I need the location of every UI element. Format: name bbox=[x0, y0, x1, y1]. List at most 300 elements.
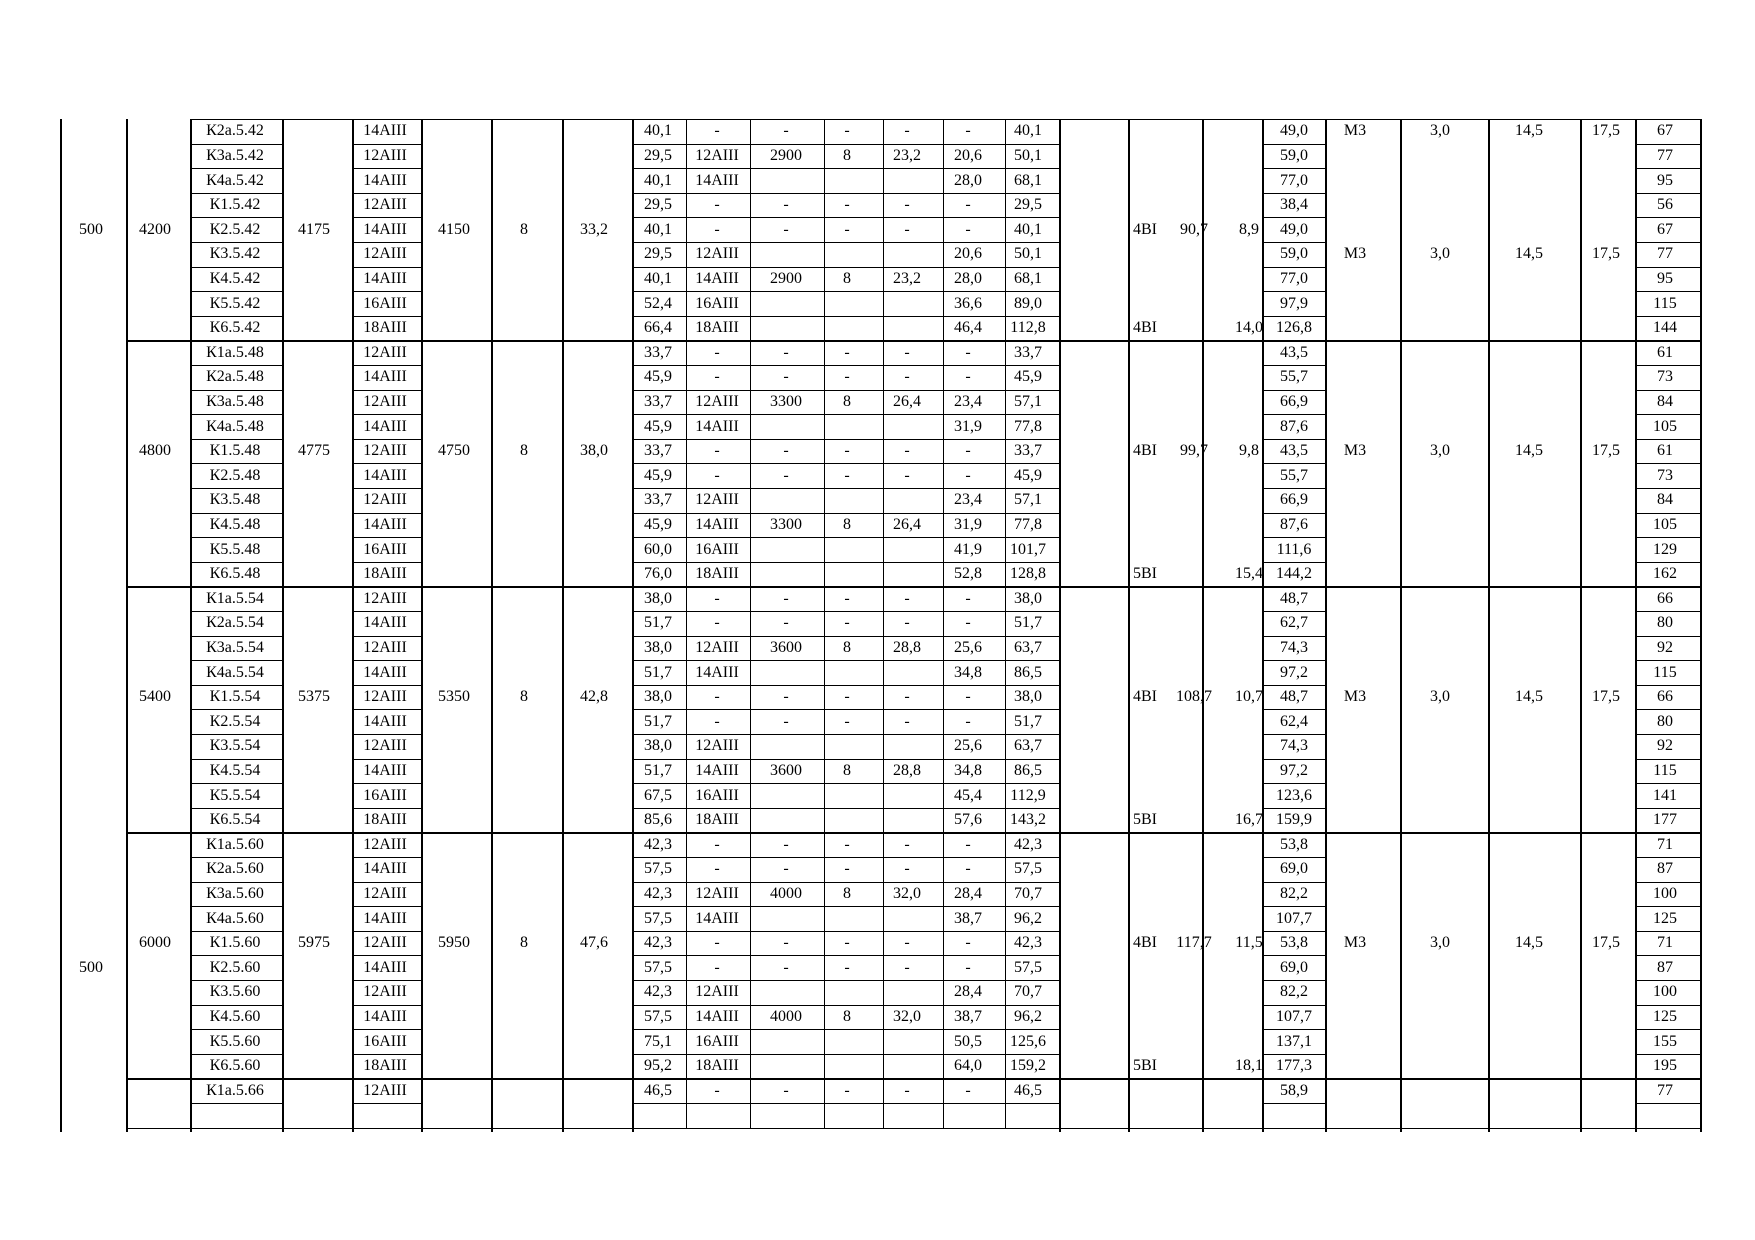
row-mass3: - bbox=[965, 835, 971, 853]
row-mass3: 28,0 bbox=[954, 269, 982, 287]
row-steel-total: 112,9 bbox=[1010, 786, 1046, 804]
row-steel-total: 57,1 bbox=[1014, 392, 1042, 410]
row-rule-mass bbox=[1635, 390, 1700, 391]
row-mass: 115 bbox=[1653, 294, 1677, 312]
group-mesh-last-3: 5ВI bbox=[1133, 1057, 1157, 1075]
group-length-0: 4200 bbox=[139, 220, 171, 238]
column-rule-11 bbox=[1202, 119, 1204, 1132]
row-rule-total bbox=[1262, 463, 1325, 464]
row-rule-mark bbox=[190, 660, 282, 661]
row-dash-l3: - bbox=[783, 614, 789, 632]
row-mass3: 23,4 bbox=[954, 392, 982, 410]
group-l3-2: 3600 bbox=[770, 761, 802, 779]
row-total: 177,3 bbox=[1276, 1057, 1312, 1075]
group-l1-0: 4175 bbox=[298, 220, 330, 238]
row-rule-data bbox=[632, 488, 1059, 489]
row-rule-steel bbox=[352, 537, 421, 538]
row-rule-steel bbox=[352, 808, 421, 809]
row-rule-total bbox=[1262, 611, 1325, 612]
row-rule-data bbox=[632, 783, 1059, 784]
row-dash-n2: - bbox=[844, 958, 850, 976]
row-mark: К3.5.42 bbox=[209, 245, 261, 263]
row-rule-mass bbox=[1635, 316, 1700, 317]
row-mark: К1а.5.66 bbox=[206, 1081, 264, 1099]
row-mark: К2а.5.60 bbox=[206, 860, 264, 878]
row-mass3: - bbox=[965, 589, 971, 607]
row-bar1: 12АIII bbox=[363, 491, 407, 509]
row-rule-mass bbox=[1635, 1005, 1700, 1006]
row-steel-total: 45,9 bbox=[1014, 466, 1042, 484]
row-steel-total: 50,1 bbox=[1014, 146, 1042, 164]
row-dash-n2: - bbox=[844, 1081, 850, 1099]
row-bar1: 14АIII bbox=[363, 417, 407, 435]
row-rule-mark bbox=[190, 316, 282, 317]
row-steel-total: 96,2 bbox=[1014, 909, 1042, 927]
row-bar1: 12АIII bbox=[363, 884, 407, 902]
row-rule-mark bbox=[190, 340, 282, 341]
row-mark: К1.5.60 bbox=[209, 934, 261, 952]
row-dash-n2: - bbox=[844, 466, 850, 484]
row-mark: К1а.5.48 bbox=[206, 343, 264, 361]
row-dash-l3: - bbox=[783, 122, 789, 140]
row-rule-total bbox=[1262, 1103, 1325, 1104]
row-rule-mass bbox=[1635, 906, 1700, 907]
row-mass: 125 bbox=[1653, 909, 1677, 927]
row-rule-steel bbox=[352, 316, 421, 317]
group-l3-a-1: 3300 bbox=[770, 392, 802, 410]
row-bar2: - bbox=[714, 614, 720, 632]
row-rule-total bbox=[1262, 1078, 1325, 1079]
row-total: 49,0 bbox=[1280, 220, 1308, 238]
row-dash-mass2: - bbox=[904, 1081, 910, 1099]
row-total: 107,7 bbox=[1276, 1007, 1312, 1025]
row-mark: К3.5.48 bbox=[209, 491, 261, 509]
row-mark: К3а.5.48 bbox=[206, 392, 264, 410]
row-total: 77,0 bbox=[1280, 171, 1308, 189]
row-bar1: 14АIII bbox=[363, 466, 407, 484]
row-bar1: 12АIII bbox=[363, 442, 407, 460]
row-bar2: 18АIII bbox=[695, 811, 739, 829]
row-total: 66,9 bbox=[1280, 392, 1308, 410]
row-bar1: 18АIII bbox=[363, 811, 407, 829]
row-steel-total: 128,8 bbox=[1010, 565, 1046, 583]
row-mass1: 66,4 bbox=[644, 319, 672, 337]
row-dash-mass2: - bbox=[904, 934, 910, 952]
row-rule-mass bbox=[1635, 586, 1700, 587]
row-mass3: 28,0 bbox=[954, 171, 982, 189]
row-rule-data bbox=[632, 193, 1059, 194]
group-concrete-3: М3 bbox=[1343, 934, 1367, 952]
row-rule-mass bbox=[1635, 1029, 1700, 1030]
row-mass: 73 bbox=[1657, 368, 1673, 386]
row-rule-mass bbox=[1635, 882, 1700, 883]
row-total: 49,0 bbox=[1280, 122, 1308, 140]
row-mark: К3.5.60 bbox=[209, 983, 261, 1001]
group-n2-2: 8 bbox=[843, 761, 851, 779]
row-mass3: - bbox=[965, 466, 971, 484]
row-mass1: 33,7 bbox=[644, 343, 672, 361]
row-rule-data bbox=[632, 1128, 1059, 1129]
row-bar1: 18АIII bbox=[363, 319, 407, 337]
column-rule-18 bbox=[1700, 119, 1702, 1132]
row-mass: 71 bbox=[1657, 934, 1673, 952]
group-mesh-last-2: 5ВI bbox=[1133, 811, 1157, 829]
row-steel-total: 45,9 bbox=[1014, 368, 1042, 386]
row-rule-mark bbox=[190, 906, 282, 907]
row-rule-mark bbox=[190, 783, 282, 784]
row-mass3: 20,6 bbox=[954, 146, 982, 164]
row-rule-mass bbox=[1635, 414, 1700, 415]
row-rule-total bbox=[1262, 759, 1325, 760]
row-rule-mark bbox=[190, 1054, 282, 1055]
row-steel-total: 77,8 bbox=[1014, 417, 1042, 435]
group-l3-a-2: 3600 bbox=[770, 638, 802, 656]
row-bar1: 16АIII bbox=[363, 540, 407, 558]
row-rule-mark bbox=[190, 267, 282, 268]
row-mark: К4.5.42 bbox=[209, 269, 261, 287]
row-total: 82,2 bbox=[1280, 983, 1308, 1001]
row-bar1: 12АIII bbox=[363, 392, 407, 410]
row-rule-steel bbox=[352, 119, 421, 120]
group-concrete-0: М3 bbox=[1343, 245, 1367, 263]
row-rule-steel bbox=[352, 636, 421, 637]
group-l3-a-3: 4000 bbox=[770, 884, 802, 902]
row-bar1: 16АIII bbox=[363, 1032, 407, 1050]
row-rule-mark bbox=[190, 513, 282, 514]
row-rule-data bbox=[632, 882, 1059, 883]
row-mass3: 25,6 bbox=[954, 737, 982, 755]
row-rule-data bbox=[632, 759, 1059, 760]
row-steel-total: 68,1 bbox=[1014, 269, 1042, 287]
row-steel-total: 38,0 bbox=[1014, 688, 1042, 706]
row-mass: 105 bbox=[1653, 417, 1677, 435]
row-mass3: 45,4 bbox=[954, 786, 982, 804]
group-concrete-top: М3 bbox=[1343, 122, 1367, 140]
row-mark: К5.5.60 bbox=[209, 1032, 261, 1050]
row-rule-data bbox=[632, 685, 1059, 686]
row-dash-n2: - bbox=[844, 343, 850, 361]
group-wire-last-0: 14,0 bbox=[1235, 319, 1263, 337]
row-mark: К4а.5.48 bbox=[206, 417, 264, 435]
group-length-1: 4800 bbox=[139, 442, 171, 460]
inner-rule-1 bbox=[750, 119, 751, 1128]
row-mass3: 52,8 bbox=[954, 565, 982, 583]
row-mass3: 46,4 bbox=[954, 319, 982, 337]
row-mark: К6.5.60 bbox=[209, 1057, 261, 1075]
row-rule-total bbox=[1262, 1054, 1325, 1055]
row-dash-n2: - bbox=[844, 442, 850, 460]
row-mass: 195 bbox=[1653, 1057, 1677, 1075]
row-mass1: 45,9 bbox=[644, 417, 672, 435]
column-rule-0 bbox=[60, 119, 62, 1132]
row-bar2: - bbox=[714, 860, 720, 878]
row-rule-data bbox=[632, 513, 1059, 514]
row-mass1: 42,3 bbox=[644, 884, 672, 902]
group-l3-1: 3300 bbox=[770, 515, 802, 533]
column-rule-1 bbox=[126, 119, 128, 1132]
row-mark: К1.5.48 bbox=[209, 442, 261, 460]
group-l1-3: 5975 bbox=[298, 934, 330, 952]
row-rule-steel bbox=[352, 365, 421, 366]
row-dash-mass2: - bbox=[904, 958, 910, 976]
row-mark: К6.5.42 bbox=[209, 319, 261, 337]
group-wire-0: 8,9 bbox=[1239, 220, 1259, 238]
group-l2-2: 5350 bbox=[438, 688, 470, 706]
row-rule-steel bbox=[352, 1078, 421, 1079]
row-rule-steel bbox=[352, 267, 421, 268]
row-bar2: - bbox=[714, 122, 720, 140]
row-rule-data bbox=[632, 267, 1059, 268]
row-steel-total: 143,2 bbox=[1010, 811, 1046, 829]
row-steel-total: 57,1 bbox=[1014, 491, 1042, 509]
row-mark: К6.5.48 bbox=[209, 565, 261, 583]
row-steel-total: 101,7 bbox=[1010, 540, 1046, 558]
row-mark: К4.5.60 bbox=[209, 1007, 261, 1025]
row-dash-l3: - bbox=[783, 368, 789, 386]
group-n2-a-0: 8 bbox=[843, 146, 851, 164]
row-mass1: 38,0 bbox=[644, 638, 672, 656]
row-rule-steel bbox=[352, 513, 421, 514]
row-bar1: 12АIII bbox=[363, 737, 407, 755]
group-wire-2: 10,7 bbox=[1235, 688, 1263, 706]
row-rule-mass bbox=[1635, 340, 1700, 341]
row-rule-mark bbox=[190, 144, 282, 145]
row-dash-mass2: - bbox=[904, 196, 910, 214]
row-rule-steel bbox=[352, 1103, 421, 1104]
inner-rule-3 bbox=[883, 119, 884, 1128]
row-mass3: 57,6 bbox=[954, 811, 982, 829]
row-mark: К2а.5.48 bbox=[206, 368, 264, 386]
column-rule-10 bbox=[1128, 119, 1130, 1132]
row-bar2: 14АIII bbox=[695, 909, 739, 927]
column-rule-14 bbox=[1400, 119, 1402, 1132]
row-rule-steel bbox=[352, 685, 421, 686]
row-total: 59,0 bbox=[1280, 146, 1308, 164]
row-rule-mark bbox=[190, 611, 282, 612]
row-bar1: 18АIII bbox=[363, 1057, 407, 1075]
row-dash-l3: - bbox=[783, 589, 789, 607]
row-rule-data bbox=[632, 586, 1059, 587]
row-steel-total: 77,8 bbox=[1014, 515, 1042, 533]
row-rule-data bbox=[632, 931, 1059, 932]
row-bar2: 12АIII bbox=[695, 491, 739, 509]
row-rule-mark bbox=[190, 759, 282, 760]
row-rule-data bbox=[632, 857, 1059, 858]
row-mark: К5.5.42 bbox=[209, 294, 261, 312]
group-area-0: 90,7 bbox=[1180, 220, 1208, 238]
group-n-1: 8 bbox=[520, 442, 528, 460]
row-rule-mark bbox=[190, 439, 282, 440]
column-rule-3 bbox=[282, 119, 284, 1132]
row-mass: 73 bbox=[1657, 466, 1673, 484]
row-rule-mark bbox=[190, 488, 282, 489]
column-rule-9 bbox=[1059, 119, 1061, 1132]
row-rule-data bbox=[632, 537, 1059, 538]
row-bar2: - bbox=[714, 220, 720, 238]
row-total: 87,6 bbox=[1280, 515, 1308, 533]
group-wire-1: 9,8 bbox=[1239, 442, 1259, 460]
row-rule-total bbox=[1262, 562, 1325, 563]
row-rule-steel bbox=[352, 660, 421, 661]
row-mark: К1а.5.54 bbox=[206, 589, 264, 607]
group-length-2: 5400 bbox=[139, 688, 171, 706]
row-mass3: - bbox=[965, 860, 971, 878]
group-l2-3: 5950 bbox=[438, 934, 470, 952]
row-rule-data bbox=[632, 291, 1059, 292]
row-rule-mass bbox=[1635, 955, 1700, 956]
row-dash-n2: - bbox=[844, 688, 850, 706]
row-rule-steel bbox=[352, 709, 421, 710]
row-bar1: 12АIII bbox=[363, 589, 407, 607]
row-bar1: 16АIII bbox=[363, 786, 407, 804]
row-mass1: 40,1 bbox=[644, 269, 672, 287]
row-rule-steel bbox=[352, 931, 421, 932]
row-bar2: 14АIII bbox=[695, 663, 739, 681]
row-mass1: 38,0 bbox=[644, 589, 672, 607]
row-rule-mark bbox=[190, 734, 282, 735]
group-mesh-3: 4ВI bbox=[1133, 934, 1157, 952]
row-dash-n2: - bbox=[844, 196, 850, 214]
row-total: 82,2 bbox=[1280, 884, 1308, 902]
row-rule-mass bbox=[1635, 1054, 1700, 1055]
row-mass: 61 bbox=[1657, 343, 1673, 361]
row-mass3: 38,7 bbox=[954, 909, 982, 927]
row-mass: 125 bbox=[1653, 1007, 1677, 1025]
group-v-2: 14,5 bbox=[1515, 688, 1543, 706]
row-rule-mark bbox=[190, 119, 282, 120]
row-mass3: 25,6 bbox=[954, 638, 982, 656]
row-dash-l3: - bbox=[783, 958, 789, 976]
row-rule-data bbox=[632, 390, 1059, 391]
row-mark: К2.5.42 bbox=[209, 220, 261, 238]
row-rule-data bbox=[632, 562, 1059, 563]
row-mass3: 28,4 bbox=[954, 884, 982, 902]
row-mark: К4а.5.54 bbox=[206, 663, 264, 681]
group-mass2-0: 23,2 bbox=[893, 269, 921, 287]
row-total: 43,5 bbox=[1280, 343, 1308, 361]
column-rule-7 bbox=[562, 119, 564, 1132]
row-rule-mass bbox=[1635, 759, 1700, 760]
column-rule-15 bbox=[1488, 119, 1490, 1132]
row-dash-mass2: - bbox=[904, 122, 910, 140]
row-mark: К4а.5.60 bbox=[206, 909, 264, 927]
column-rule-6 bbox=[491, 119, 493, 1132]
row-dash-n2: - bbox=[844, 368, 850, 386]
row-steel-total: 42,3 bbox=[1014, 934, 1042, 952]
row-rule-total bbox=[1262, 857, 1325, 858]
group-volume-3: 3,0 bbox=[1430, 934, 1450, 952]
row-mass3: - bbox=[965, 122, 971, 140]
row-rule-mass bbox=[1635, 537, 1700, 538]
row-mass: 77 bbox=[1657, 146, 1673, 164]
inner-rule-5 bbox=[1005, 119, 1006, 1128]
row-bar1: 12АIII bbox=[363, 934, 407, 952]
row-dash-l3: - bbox=[783, 835, 789, 853]
row-mass1: 40,1 bbox=[644, 220, 672, 238]
row-rule-total bbox=[1262, 586, 1325, 587]
row-mass1: 52,4 bbox=[644, 294, 672, 312]
group-concrete-2: М3 bbox=[1343, 688, 1367, 706]
row-bar1: 14АIII bbox=[363, 860, 407, 878]
group-l1-2: 5375 bbox=[298, 688, 330, 706]
row-rule-mass bbox=[1635, 1128, 1700, 1129]
row-bar2: 14АIII bbox=[695, 761, 739, 779]
row-mass1: 33,7 bbox=[644, 392, 672, 410]
row-total: 144,2 bbox=[1276, 565, 1312, 583]
row-rule-mass bbox=[1635, 463, 1700, 464]
row-rule-total bbox=[1262, 636, 1325, 637]
group-area-3: 117,7 bbox=[1176, 934, 1212, 952]
row-steel-total: 46,5 bbox=[1014, 1081, 1042, 1099]
row-bar2: - bbox=[714, 368, 720, 386]
row-bar2: 12АIII bbox=[695, 638, 739, 656]
row-rule-steel bbox=[352, 144, 421, 145]
row-steel-total: 112,8 bbox=[1010, 319, 1046, 337]
row-rule-mark bbox=[190, 882, 282, 883]
row-mass1: 45,9 bbox=[644, 515, 672, 533]
group-l1-1: 4775 bbox=[298, 442, 330, 460]
row-mass3: - bbox=[965, 196, 971, 214]
row-total: 62,7 bbox=[1280, 614, 1308, 632]
row-bar2: 18АIII bbox=[695, 1057, 739, 1075]
row-rule-total bbox=[1262, 390, 1325, 391]
row-mark: К1.5.42 bbox=[209, 196, 261, 214]
group-mass2-a-3: 32,0 bbox=[893, 884, 921, 902]
row-rule-data bbox=[632, 365, 1059, 366]
row-mass1: 33,7 bbox=[644, 491, 672, 509]
row-steel-total: 57,5 bbox=[1014, 958, 1042, 976]
row-total: 74,3 bbox=[1280, 638, 1308, 656]
row-mass1: 57,5 bbox=[644, 958, 672, 976]
row-rule-total bbox=[1262, 906, 1325, 907]
row-dash-l3: - bbox=[783, 712, 789, 730]
row-steel-total: 50,1 bbox=[1014, 245, 1042, 263]
row-mass1: 95,2 bbox=[644, 1057, 672, 1075]
row-rule-data bbox=[632, 1054, 1059, 1055]
row-dash-n2: - bbox=[844, 712, 850, 730]
row-mass: 95 bbox=[1657, 171, 1673, 189]
row-mass1: 51,7 bbox=[644, 663, 672, 681]
row-rule-steel bbox=[352, 291, 421, 292]
row-rule-steel bbox=[352, 463, 421, 464]
row-rule-mark bbox=[190, 414, 282, 415]
row-steel-total: 33,7 bbox=[1014, 343, 1042, 361]
group-volume-0: 3,0 bbox=[1430, 245, 1450, 263]
row-mass1: 40,1 bbox=[644, 171, 672, 189]
group-n2-a-2: 8 bbox=[843, 638, 851, 656]
row-mass: 71 bbox=[1657, 835, 1673, 853]
row-mass: 155 bbox=[1653, 1032, 1677, 1050]
row-bar2: 12АIII bbox=[695, 737, 739, 755]
row-rule-total bbox=[1262, 267, 1325, 268]
row-bar2: 12АIII bbox=[695, 392, 739, 410]
group-mass1-1: 38,0 bbox=[580, 442, 608, 460]
row-dash-mass2: - bbox=[904, 712, 910, 730]
row-bar2: - bbox=[714, 835, 720, 853]
row-rule-total bbox=[1262, 685, 1325, 686]
row-rule-steel bbox=[352, 882, 421, 883]
row-bar1: 14АIII bbox=[363, 122, 407, 140]
row-rule-data bbox=[632, 463, 1059, 464]
group-wire-last-1: 15,4 bbox=[1235, 565, 1263, 583]
row-bar1: 12АIII bbox=[363, 835, 407, 853]
row-total: 111,6 bbox=[1276, 540, 1312, 558]
row-total: 38,4 bbox=[1280, 196, 1308, 214]
row-mass: 92 bbox=[1657, 638, 1673, 656]
row-dash-l3: - bbox=[783, 343, 789, 361]
row-mass1: 57,5 bbox=[644, 860, 672, 878]
row-rule-total bbox=[1262, 217, 1325, 218]
